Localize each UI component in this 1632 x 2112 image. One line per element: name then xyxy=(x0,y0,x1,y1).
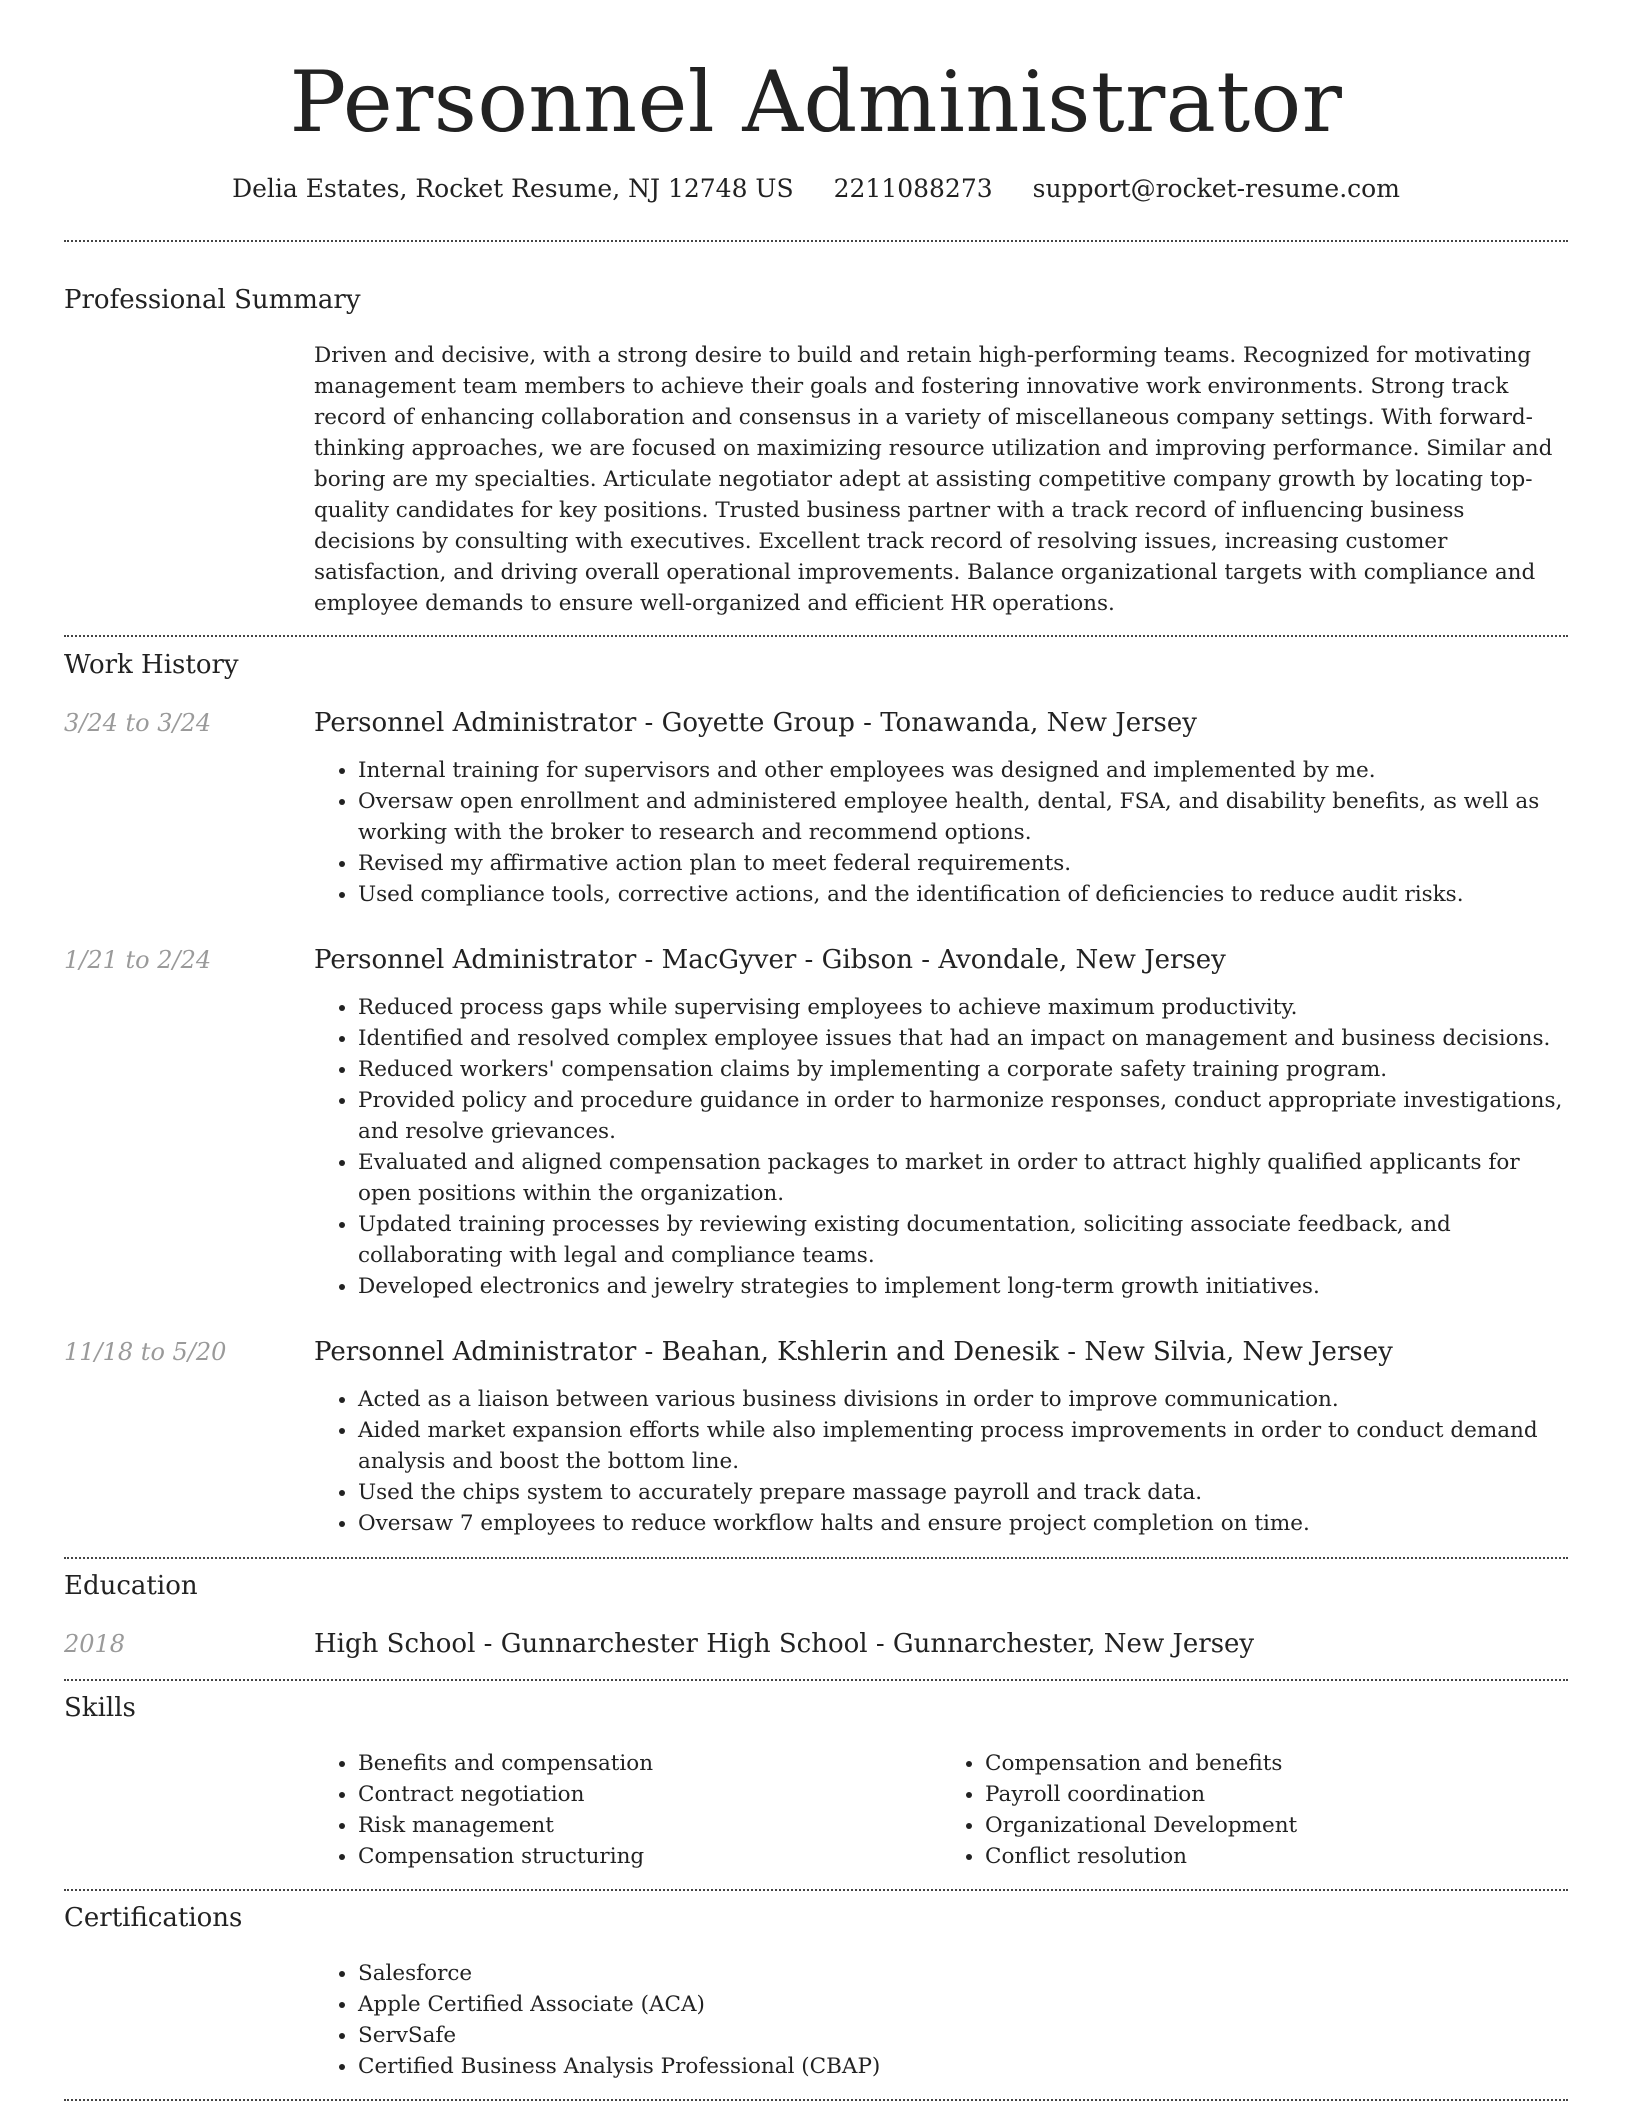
job-bullet: • Identified and resolved complex employee issues that had an impact on management and business decisions. xyxy=(358,1023,1568,1054)
job-bullet: • Internal training for supervisors and other employees was designed and implemented by me. xyxy=(358,755,1568,786)
summary-content xyxy=(314,340,1568,619)
job-bullet: • Aided market expansion efforts while also implementing process improvements in order to conduct demand analysis and boost the bottom line. xyxy=(358,1415,1568,1477)
contact-address: Delia Estates, Rocket Resume, NJ 12748 US xyxy=(232,174,794,203)
skills-section-title: Skills xyxy=(64,1693,136,1723)
summary-section-title: Professional Summary xyxy=(64,285,361,315)
job-heading: Personnel Administrator - MacGyver - Gibson - Avondale, New Jersey xyxy=(314,945,1226,975)
skill-item: • Risk management xyxy=(358,1810,941,1841)
certification-item: • Apple Certified Associate (ACA) xyxy=(358,1989,1568,2020)
education-entry xyxy=(314,1627,1568,1661)
skill-item: • Organizational Development xyxy=(985,1810,1568,1841)
skills-columns xyxy=(314,1748,1568,1872)
job-heading: Personnel Administrator - Beahan, Kshlerin and Denesik - New Silvia, New Jersey xyxy=(314,1337,1393,1367)
job-entry xyxy=(314,706,1568,910)
certifications-section-title: Certifications xyxy=(64,1903,243,1933)
skill-item: • Contract negotiation xyxy=(358,1779,941,1810)
job-bullet: • Oversaw 7 employees to reduce workflow halts and ensure project completion on time. xyxy=(358,1508,1568,1539)
certification-item: • Certified Business Analysis Professional (CBAP) xyxy=(358,2051,1568,2082)
section-divider xyxy=(64,2099,1568,2101)
skill-item: • Compensation structuring xyxy=(358,1841,941,1872)
job-entry xyxy=(314,1335,1568,1539)
job-heading: Personnel Administrator - Goyette Group - Tonawanda, New Jersey xyxy=(314,708,1197,738)
job-bullets xyxy=(314,755,1568,910)
skill-item: • Conflict resolution xyxy=(985,1841,1568,1872)
job-bullet: • Revised my affirmative action plan to meet federal requirements. xyxy=(358,848,1568,879)
resume-name: Personnel Administrator xyxy=(289,53,1343,151)
work-history-section-title: Work History xyxy=(64,650,239,680)
section-divider xyxy=(64,240,1568,242)
section-divider xyxy=(64,635,1568,637)
section-divider xyxy=(64,1679,1568,1681)
job-bullet: • Updated training processes by reviewing existing documentation, soliciting associate feedback, and collaborating with legal and compliance teams. xyxy=(358,1209,1568,1271)
certifications-list xyxy=(314,1958,1568,2082)
certification-item: • ServSafe xyxy=(358,2020,1568,2051)
contact-line xyxy=(0,172,1632,206)
education-section-title: Education xyxy=(64,1571,198,1601)
education-heading: High School - Gunnarchester High School - Gunnarchester, New Jersey xyxy=(314,1629,1255,1659)
job-bullet: • Provided policy and procedure guidance in order to harmonize responses, conduct appropriate investigations, and resolve grievances. xyxy=(358,1085,1568,1147)
job-dates: 11/18 to 5/20 xyxy=(64,1338,227,1366)
summary-text: Driven and decisive, with a strong desire to build and retain high-performing teams. Recognized for motivating management team members to achieve their goals and fostering innovative work environments. Strong track record of enhancing collaboration and consensus in a variety of miscellaneous company settings. With forward-thinking approaches, we are focused on maximizing resource utilization and improving performance. Similar and boring are my specialties. Articulate negotiator adept at assisting competitive company growth by locating top-quality candidates for key positions. Trusted business partner with a track record of influencing business decisions by consulting with executives. Excellent track record of resolving issues, increasing customer satisfaction, and driving overall operational improvements. Balance organizational targets with compliance and employee demands to ensure well-organized and efficient HR operations. xyxy=(314,343,1553,616)
contact-email: support@rocket-resume.com xyxy=(1032,174,1400,203)
skill-item: • Compensation and benefits xyxy=(985,1748,1568,1779)
section-divider xyxy=(64,1557,1568,1559)
certifications-content xyxy=(314,1958,1568,2082)
job-bullets xyxy=(314,1384,1568,1539)
skills-list-left xyxy=(314,1748,941,1872)
skill-item: • Payroll coordination xyxy=(985,1779,1568,1810)
job-bullet: • Acted as a liaison between various business divisions in order to improve communication. xyxy=(358,1384,1568,1415)
job-dates: 1/21 to 2/24 xyxy=(64,946,212,974)
contact-phone: 2211088273 xyxy=(833,174,993,203)
job-bullets xyxy=(314,992,1568,1302)
skill-item: • Benefits and compensation xyxy=(358,1748,941,1779)
job-bullet: • Developed electronics and jewelry strategies to implement long-term growth initiatives. xyxy=(358,1271,1568,1302)
job-bullet: • Reduced process gaps while supervising employees to achieve maximum productivity. xyxy=(358,992,1568,1023)
job-dates: 3/24 to 3/24 xyxy=(64,709,212,737)
job-bullet: • Oversaw open enrollment and administered employee health, dental, FSA, and disability benefits, as well as working with the broker to research and recommend options. xyxy=(358,786,1568,848)
education-year: 2018 xyxy=(64,1630,126,1658)
job-bullet: • Evaluated and aligned compensation packages to market in order to attract highly qualified applicants for open positions within the organization. xyxy=(358,1147,1568,1209)
job-bullet: • Used compliance tools, corrective actions, and the identification of deficiencies to reduce audit risks. xyxy=(358,879,1568,910)
skills-list-right xyxy=(941,1748,1568,1872)
job-bullet: • Used the chips system to accurately prepare massage payroll and track data. xyxy=(358,1477,1568,1508)
job-bullet: • Reduced workers' compensation claims by implementing a corporate safety training program. xyxy=(358,1054,1568,1085)
job-entry xyxy=(314,943,1568,1302)
certification-item: • Salesforce xyxy=(358,1958,1568,1989)
section-divider xyxy=(64,1889,1568,1891)
